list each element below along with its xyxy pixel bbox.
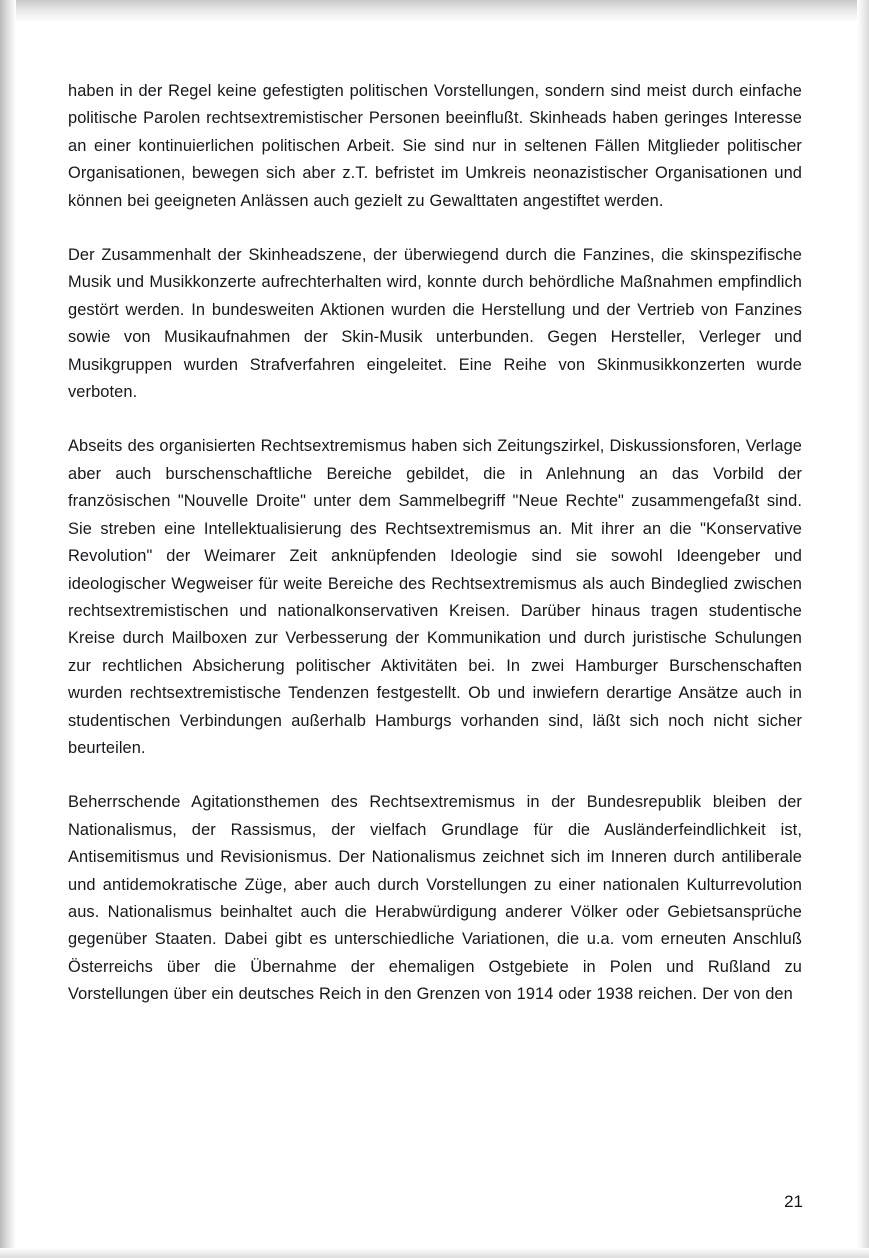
scan-edge-left — [0, 0, 16, 1258]
body-paragraph: haben in der Regel keine gefestigten politischen Vorstellungen, sondern sind meist durch einfache politische Parolen rechtsextremistischer Personen beeinflußt. Skinheads haben geringes Interesse an einer kontinuierlichen politischen Arbeit. Sie sind nur in seltenen Fällen Mitglieder politischer Organisationen, bewegen sich aber z.T. befristet im Umkreis neonazistischer Organisationen und können bei geeigneten Anlässen auch gezielt zu Gewalttaten angestiftet werden. — [68, 82, 802, 210]
scan-edge-right — [857, 0, 869, 1258]
body-paragraph: Der Zusammenhalt der Skinheadszene, der überwiegend durch die Fanzines, die skinspezifische Musik und Musikkonzerte aufrechterhalten wird, konnte durch behördliche Maßnahmen empfindlich gestört werden. In bundesweiten Aktionen wurden die Herstellung und der Vertrieb von Fanzines sowie von Musikaufnahmen der Skin-Musik unterbunden. Gegen Hersteller, Verleger und Musikgruppen wurden Strafverfahren eingeleitet. Eine Reihe von Skinmusikkonzerten wurde verboten. — [68, 246, 802, 402]
scan-edge-top — [0, 0, 869, 22]
scan-edge-bottom — [0, 1248, 869, 1258]
body-paragraph: Abseits des organisierten Rechtsextremismus haben sich Zeitungszirkel, Diskussionsforen, Verlage aber auch burschenschaftliche Bereiche gebildet, die in Anlehnung an das Vorbild der französischen "Nouvelle Droite" unter dem Sammelbegriff "Neue Rechte" zusammengefaßt sind. Sie streben eine Intellektualisierung des Rechtsextremismus an. Mit ihrer an die "Konservative Revolution" der Weimarer Zeit anknüpfenden Ideologie sind sie sowohl Ideengeber und ideologischer Wegweiser für weite Bereiche des Rechtsextremismus als auch Bindeglied zwischen rechtsextremistischen und nationalkonservativen Kreisen. Darüber hinaus tragen studentische Kreise durch Mailboxen zur Verbesserung der Kommunikation und durch juristische Schulungen zur rechtlichen Absicherung politischer Aktivitäten bei. In zwei Hamburger Burschenschaften wurden rechtsextremistische Tendenzen festgestellt. Ob und inwiefern derartige Ansätze auch in studentischen Verbindungen außerhalb Hamburgs vorhanden sind, läßt sich noch nicht sicher beurteilen. — [68, 437, 802, 757]
page-number: 21 — [784, 1192, 803, 1211]
page-body — [68, 78, 802, 1009]
body-paragraph: Beherrschende Agitationsthemen des Rechtsextremismus in der Bundesrepublik bleiben der Nationalismus, der Rassismus, der vielfach Grundlage für die Ausländerfeindlichkeit ist, Antisemitismus und Revisionismus. Der Nationalismus zeichnet sich im Inneren durch antiliberale und antidemokratische Züge, aber auch durch Vorstellungen zu einer nationalen Kulturrevolution aus. Nationalismus beinhaltet auch die Herabwürdigung anderer Völker oder Gebietsansprüche gegenüber Staaten. Dabei gibt es unterschiedliche Variationen, die u.a. vom erneuten Anschluß Österreichs über die Übernahme der ehemaligen Ostgebiete in Polen und Rußland zu Vorstellungen über ein deutsches Reich in den Grenzen von 1914 oder 1938 reichen. Der von den — [68, 793, 802, 1004]
